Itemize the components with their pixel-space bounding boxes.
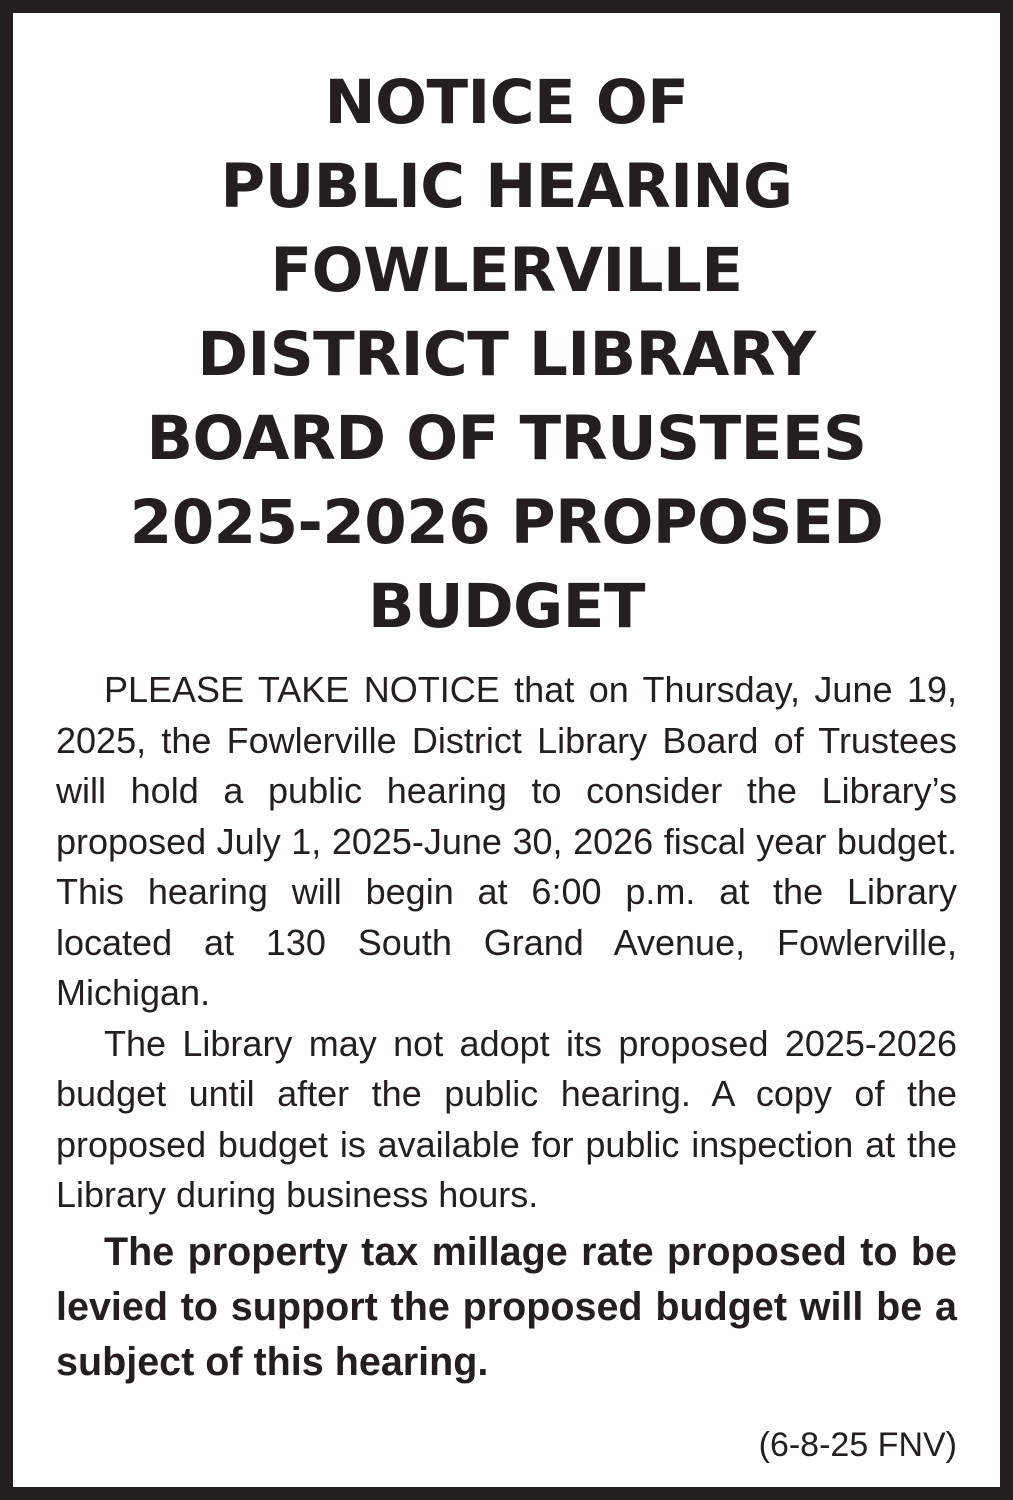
publication-code: (6-8-25 FNV) [758,1426,957,1464]
notice-body [56,665,957,1390]
heading-line: PUBLIC HEARING [220,151,793,222]
heading-line: NOTICE OF [324,67,689,138]
heading-line: BUDGET [367,571,645,642]
notice-paragraph-hearing-details: PLEASE TAKE NOTICE that on Thursday, June 19, 2025, the Fowlerville District Library Board of Trustees will hold a public hearing to consider the Library’s proposed July 1, 2025-​June 30, 2026 fiscal year budget. This hearing will begin at 6:00 p.m. at the Library located at 130 South Grand Avenue, Fowlerville, Michigan. [56,669,957,1013]
heading-line: 2025-2026 PROPOSED [129,487,884,558]
heading-line: FOWLERVILLE [270,235,743,306]
heading-line: BOARD OF TRUSTEES [146,403,867,474]
notice-heading [43,61,970,649]
heading-line: DISTRICT LIBRARY [197,319,816,390]
notice-paragraph-budget-availability: The Library may not adopt its proposed 2025-​2026 budget until after the public hearing. A copy of the proposed budget is available for public inspection at the Library during business hours. [56,1022,957,1215]
notice-paragraph-millage-rate: The property tax millage rate proposed to be levied to support the proposed budget will be a subject of this hearing. [56,1229,957,1384]
